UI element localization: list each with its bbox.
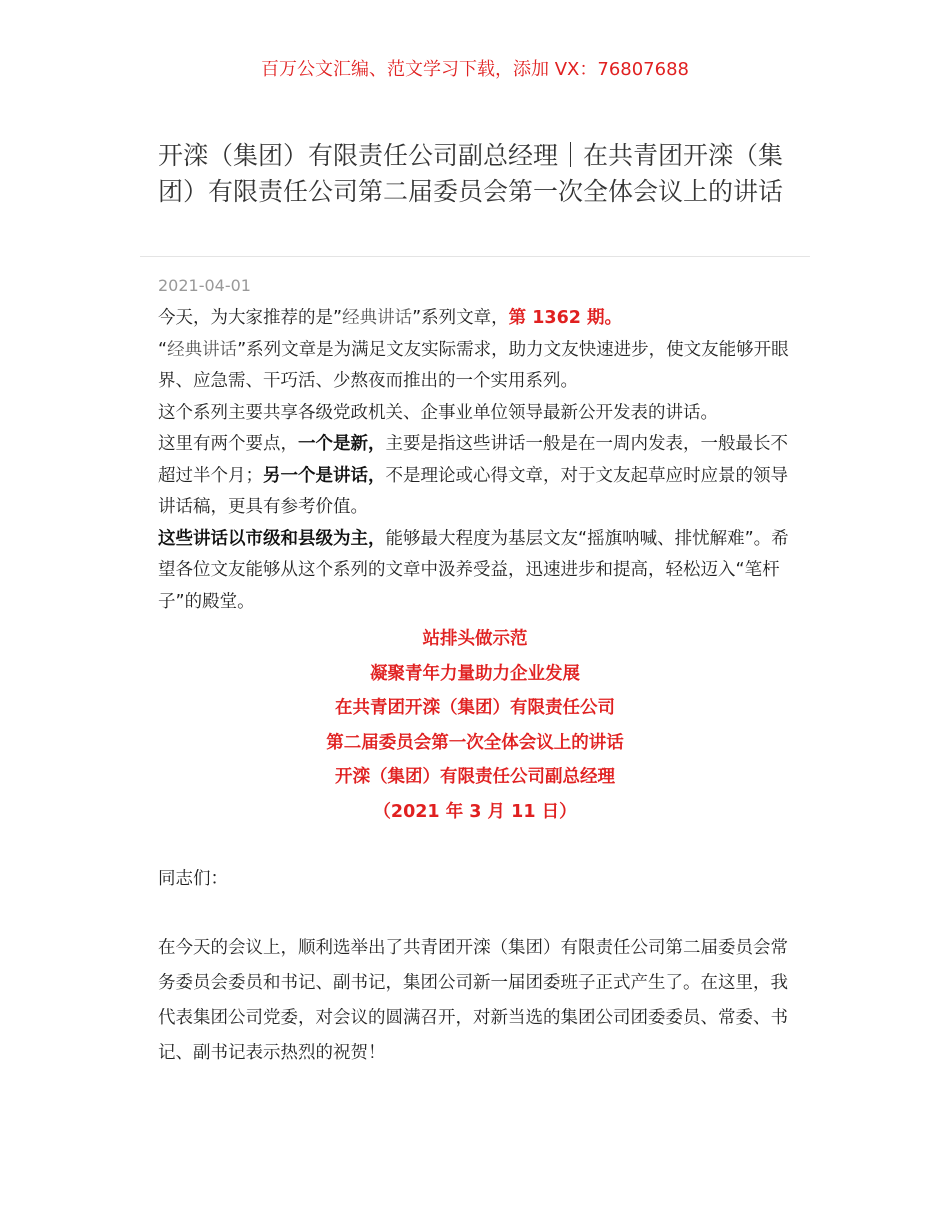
- intro-text: 能够最大程度为基层文友“摇旗呐喊、排忧解难”。希望各位文友能够从这个系列的文章中汲养受益，迅速进步和提高，轻松迈入“笔杆子”的殿堂。: [158, 528, 789, 612]
- intro-text: 今天，为大家推荐的是”: [158, 308, 343, 328]
- series-intro: [158, 303, 794, 618]
- speech-heading-line: 在共青团开滦（集团）有限责任公司: [335, 698, 615, 718]
- intro-paragraph-5: [158, 524, 794, 619]
- issue-number: 第 1362 期。: [508, 308, 623, 328]
- intro-paragraph-3: 这个系列主要共享各级党政机关、企事业单位领导最新公开发表的讲话。: [158, 402, 718, 423]
- promo-banner: 百万公文汇编、范文学习下载，添加 VX：76807688: [261, 59, 689, 80]
- series-name: 经典讲话: [342, 308, 413, 328]
- intro-text: ”系列文章是为满足文友实际需求，助力文友快速进步，使文友能够开眼界、应急需、干巧活、少熬夜而推出的一个实用系列。: [158, 339, 789, 391]
- intro-text: 这里有两个要点，: [158, 434, 298, 454]
- intro-paragraph-4: [158, 429, 794, 524]
- salutation: 同志们：: [158, 869, 228, 889]
- speech-heading-line: 第二届委员会第一次全体会议上的讲话: [326, 732, 624, 753]
- key-point-speech: 另一个是讲话，: [263, 465, 386, 486]
- key-point-level: 这些讲话以市级和县级为主，: [158, 528, 386, 549]
- intro-paragraph-1: [158, 303, 794, 335]
- speech-heading-line: 凝聚青年力量助力企业发展: [370, 663, 580, 684]
- intro-text: 主要是指这些讲话一般是在一周内发表，一般最长不超过半个月；: [158, 434, 788, 486]
- intro-text: 不是理论或心得文章，对于文友起草应时应景的领导讲话稿，更具有参考价值。: [158, 465, 788, 517]
- series-name: 经典讲话: [167, 339, 238, 360]
- speech-heading-line: 站排头做示范: [422, 629, 528, 649]
- intro-text: “: [158, 339, 168, 360]
- article-title: 开滦（集团）有限责任公司副总经理｜在共青团开滦（集团）有限责任公司第二届委员会第一次全体会议上的讲话: [158, 141, 784, 206]
- body-paragraph: 在今天的会议上，顺利选举出了共青团开滦（集团）有限责任公司第二届委员会常务委员会委员和书记、副书记，集团公司新一届团委班子正式产生了。在这里，我代表集团公司党委，对会议的圆满召开，对新当选的集团公司团委委员、常委、书记、副书记表示热烈的祝贺！: [158, 938, 788, 1063]
- speech-heading-line: 开滦（集团）有限责任公司副总经理: [335, 767, 615, 787]
- key-point-new: 一个是新，: [298, 434, 386, 454]
- intro-paragraph-2: [158, 335, 794, 398]
- intro-text: ”系列文章，: [412, 308, 509, 328]
- speech-heading-block: [0, 622, 950, 829]
- speech-date: （2021 年 3 月 11 日）: [373, 801, 577, 822]
- publish-date: 2021-04-01: [158, 276, 251, 295]
- title-divider: [140, 256, 810, 257]
